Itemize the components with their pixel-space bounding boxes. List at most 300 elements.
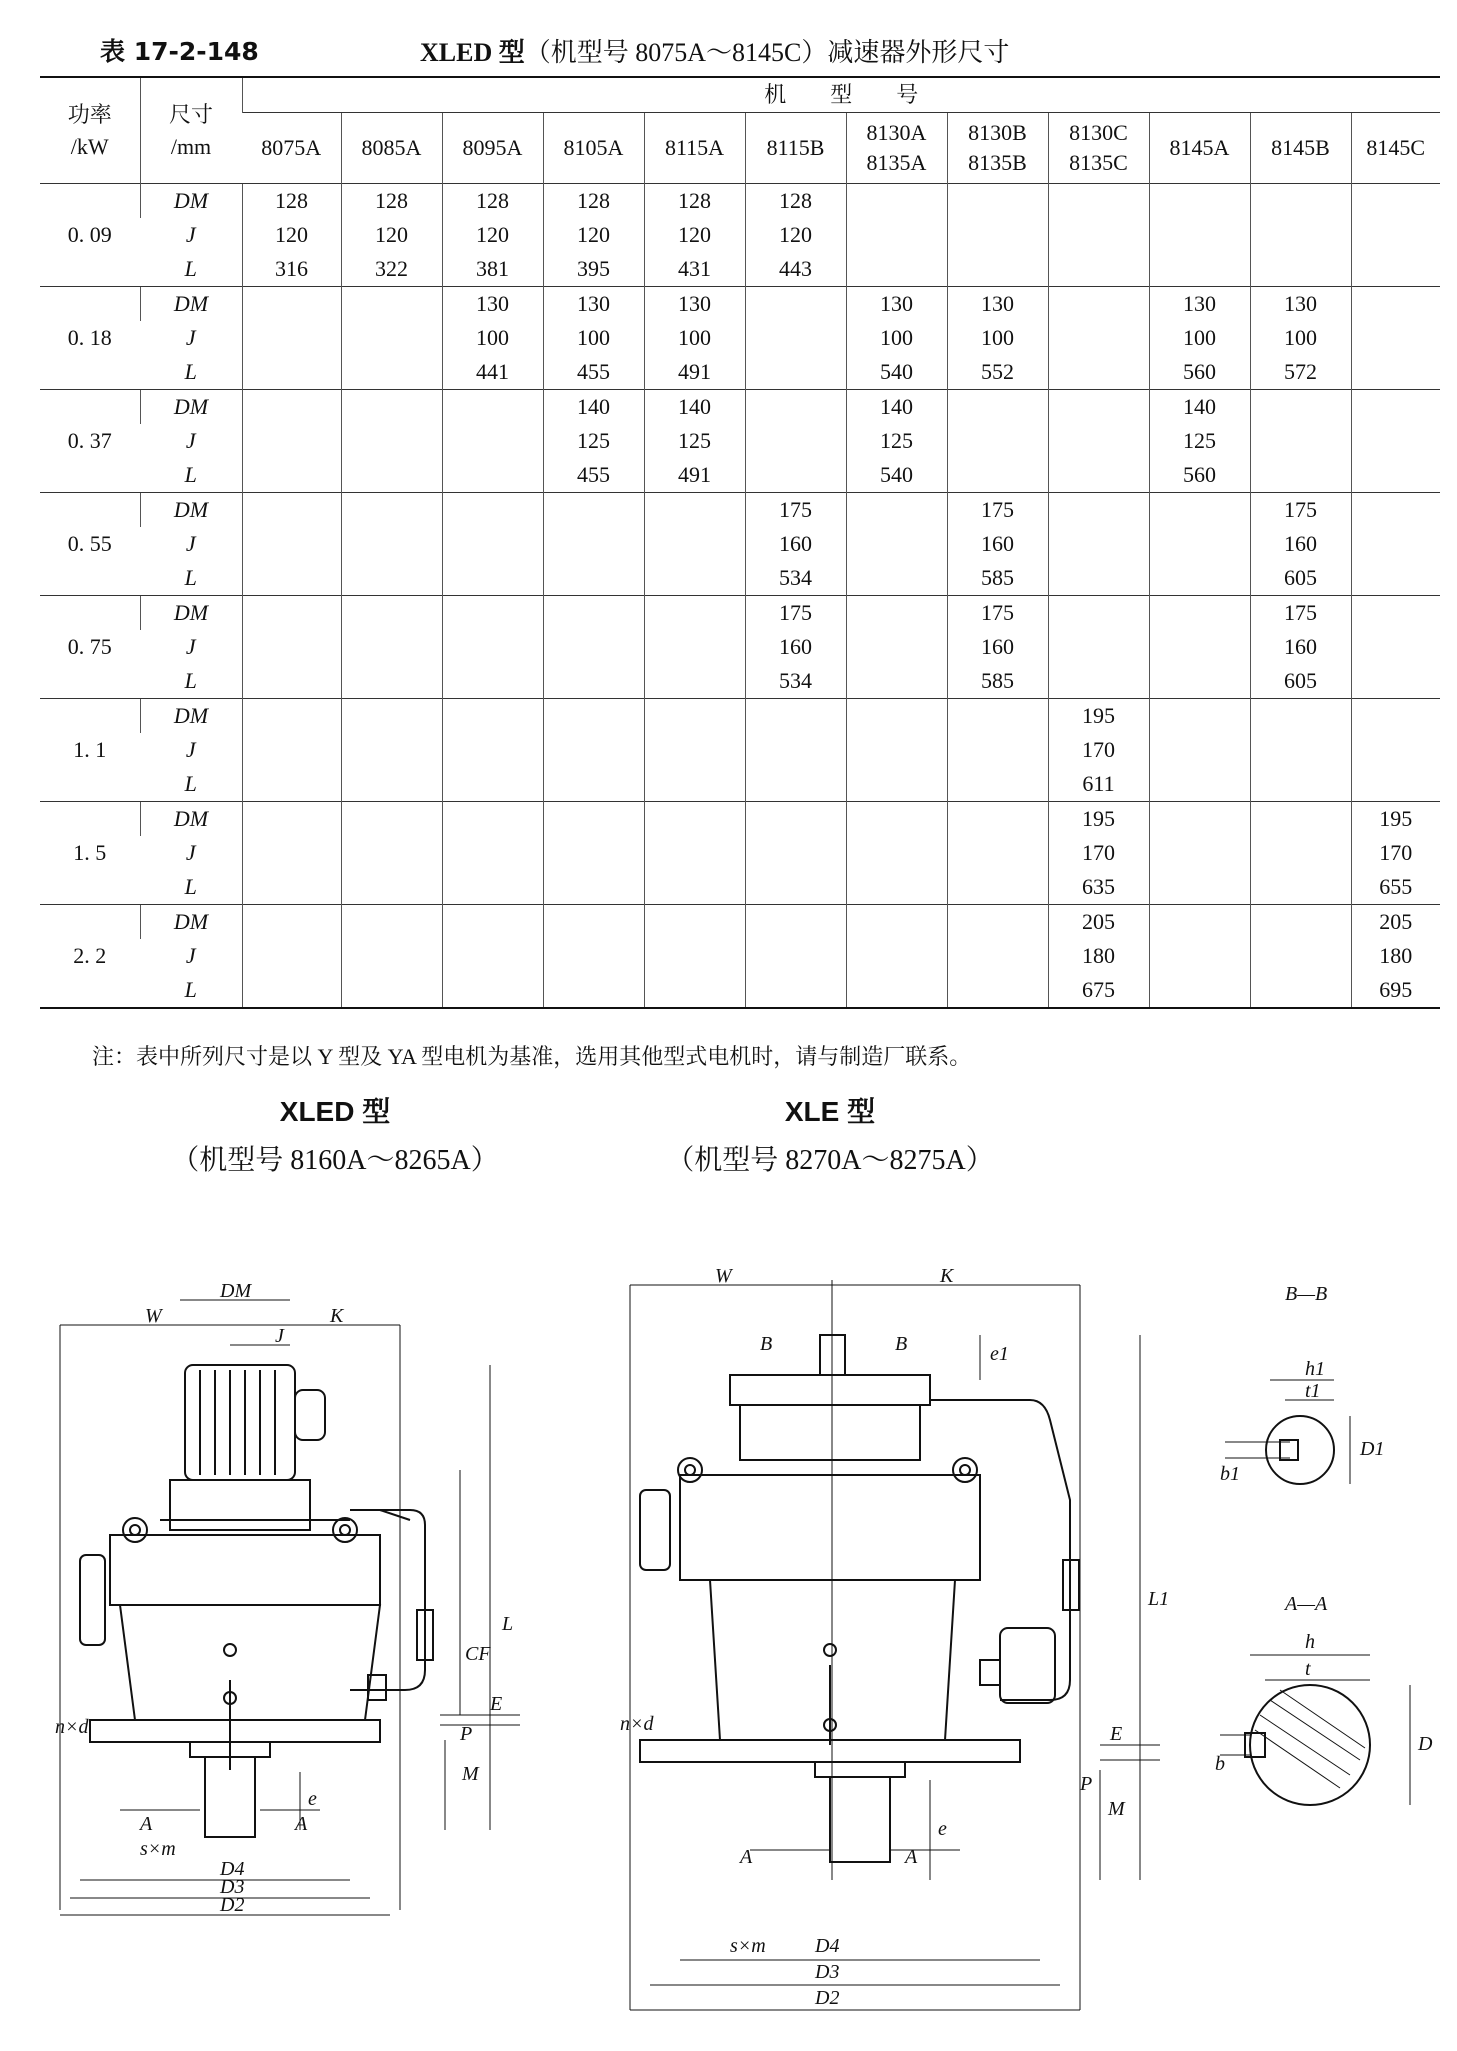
model-header: 8115B xyxy=(745,113,846,184)
value-cell xyxy=(947,390,1048,425)
value-cell: 611 xyxy=(1048,767,1149,802)
value-cell: 175 xyxy=(745,596,846,631)
value-cell xyxy=(242,699,341,734)
value-cell xyxy=(242,733,341,767)
model-header: 8145C xyxy=(1351,113,1440,184)
value-cell: 120 xyxy=(644,218,745,252)
left-dimensions xyxy=(60,1300,520,1915)
value-cell xyxy=(341,733,442,767)
table-row xyxy=(40,699,1440,734)
r-lbl-d3: D3 xyxy=(815,1961,840,1983)
value-cell: 675 xyxy=(1048,973,1149,1008)
value-cell xyxy=(1351,733,1440,767)
aa-h: h xyxy=(1305,1631,1315,1653)
value-cell xyxy=(1149,252,1250,287)
value-cell xyxy=(341,287,442,322)
value-cell xyxy=(1250,836,1351,870)
value-cell xyxy=(341,458,442,493)
lbl-nd: n×d xyxy=(55,1716,89,1738)
table-number: 表 17-2-148 xyxy=(100,37,259,66)
value-cell: 170 xyxy=(1351,836,1440,870)
value-cell: 140 xyxy=(543,390,644,425)
table-row xyxy=(40,939,1440,973)
value-cell: 100 xyxy=(1250,321,1351,355)
table-row xyxy=(40,870,1440,905)
dim-code-cell: DM xyxy=(140,287,242,322)
value-cell xyxy=(1250,767,1351,802)
value-cell: 455 xyxy=(543,355,644,390)
r-lbl-m: M xyxy=(1108,1798,1125,1820)
lbl-k: K xyxy=(330,1305,344,1327)
value-cell: 395 xyxy=(543,252,644,287)
value-cell: 128 xyxy=(745,184,846,219)
value-cell xyxy=(644,733,745,767)
value-cell xyxy=(1250,218,1351,252)
value-cell xyxy=(846,252,947,287)
value-cell xyxy=(242,596,341,631)
bb-b1: b1 xyxy=(1220,1463,1240,1485)
value-cell xyxy=(846,630,947,664)
model-header: 8095A xyxy=(442,113,543,184)
value-cell xyxy=(341,321,442,355)
value-cell: 534 xyxy=(745,561,846,596)
value-cell xyxy=(745,733,846,767)
value-cell xyxy=(644,905,745,940)
value-cell: 130 xyxy=(1250,287,1351,322)
r-lbl-l1: L1 xyxy=(1148,1588,1170,1610)
lbl-e-upper: E xyxy=(490,1693,503,1715)
value-cell: 120 xyxy=(543,218,644,252)
value-cell: 125 xyxy=(644,424,745,458)
value-cell xyxy=(947,252,1048,287)
value-cell: 180 xyxy=(1048,939,1149,973)
power-cell: 1. 1 xyxy=(40,699,140,802)
value-cell xyxy=(947,905,1048,940)
value-cell: 195 xyxy=(1048,802,1149,837)
value-cell xyxy=(543,527,644,561)
value-cell xyxy=(442,493,543,528)
value-cell: 552 xyxy=(947,355,1048,390)
value-cell xyxy=(242,664,341,699)
value-cell xyxy=(1250,802,1351,837)
value-cell xyxy=(442,458,543,493)
value-cell xyxy=(947,458,1048,493)
value-cell xyxy=(1351,458,1440,493)
value-cell: 100 xyxy=(543,321,644,355)
lbl-cf: CF xyxy=(465,1643,491,1665)
value-cell xyxy=(1250,699,1351,734)
bb-t1: t1 xyxy=(1305,1380,1321,1402)
value-cell xyxy=(1250,733,1351,767)
dim-code-cell: DM xyxy=(140,390,242,425)
value-cell: 175 xyxy=(745,493,846,528)
value-cell xyxy=(1149,527,1250,561)
value-cell xyxy=(947,973,1048,1008)
r-lbl-nd: n×d xyxy=(620,1713,654,1735)
value-cell: 585 xyxy=(947,664,1048,699)
value-cell xyxy=(745,767,846,802)
value-cell xyxy=(1048,458,1149,493)
model-header: 8105A xyxy=(543,113,644,184)
dim-code-cell: L xyxy=(184,668,197,693)
dim-code-cell: L xyxy=(184,359,197,384)
value-cell xyxy=(1351,390,1440,425)
dim-header xyxy=(140,77,242,184)
value-cell xyxy=(846,733,947,767)
lbl-p: P xyxy=(460,1723,473,1745)
value-cell xyxy=(846,836,947,870)
value-cell xyxy=(1048,287,1149,322)
value-cell xyxy=(242,870,341,905)
value-cell xyxy=(242,939,341,973)
value-cell xyxy=(341,355,442,390)
value-cell xyxy=(341,664,442,699)
dim-code-cell: DM xyxy=(140,493,242,528)
value-cell xyxy=(846,699,947,734)
value-cell xyxy=(242,836,341,870)
dim-code-cell: J xyxy=(185,634,196,659)
value-cell xyxy=(242,458,341,493)
value-cell xyxy=(644,973,745,1008)
r-lbl-p: P xyxy=(1080,1773,1093,1795)
section-aa xyxy=(1220,1655,1410,1805)
right-body xyxy=(640,1335,1079,1862)
value-cell xyxy=(1149,664,1250,699)
value-cell: 120 xyxy=(745,218,846,252)
value-cell: 125 xyxy=(1149,424,1250,458)
value-cell: 120 xyxy=(442,218,543,252)
value-cell: 175 xyxy=(947,493,1048,528)
value-cell: 100 xyxy=(1149,321,1250,355)
value-cell xyxy=(543,836,644,870)
value-cell xyxy=(1351,664,1440,699)
value-cell: 431 xyxy=(644,252,745,287)
table-row xyxy=(40,596,1440,631)
table-row xyxy=(40,218,1440,252)
value-cell xyxy=(442,664,543,699)
dim-code-cell: DM xyxy=(140,699,242,734)
value-cell xyxy=(1250,905,1351,940)
value-cell xyxy=(1149,733,1250,767)
value-cell xyxy=(442,424,543,458)
lbl-l: L xyxy=(502,1613,514,1635)
value-cell: 160 xyxy=(947,630,1048,664)
value-cell xyxy=(242,802,341,837)
value-cell xyxy=(745,458,846,493)
value-cell xyxy=(1250,252,1351,287)
value-cell: 205 xyxy=(1351,905,1440,940)
value-cell xyxy=(543,733,644,767)
value-cell: 441 xyxy=(442,355,543,390)
section-bb xyxy=(1225,1380,1350,1484)
value-cell: 130 xyxy=(947,287,1048,322)
model-group-header: 机 型 号 xyxy=(242,77,1440,113)
dimension-table xyxy=(40,76,1440,1009)
value-cell xyxy=(947,802,1048,837)
dim-code-cell: L xyxy=(184,874,197,899)
value-cell xyxy=(442,870,543,905)
value-cell xyxy=(846,905,947,940)
value-cell xyxy=(947,767,1048,802)
value-cell: 695 xyxy=(1351,973,1440,1008)
value-cell: 175 xyxy=(1250,596,1351,631)
value-cell xyxy=(846,664,947,699)
lbl-a1: A xyxy=(140,1813,153,1835)
value-cell: 316 xyxy=(242,252,341,287)
value-cell xyxy=(745,870,846,905)
value-cell xyxy=(341,767,442,802)
value-cell xyxy=(442,561,543,596)
aa-t: t xyxy=(1305,1658,1311,1680)
table-row xyxy=(40,321,1440,355)
value-cell xyxy=(1048,424,1149,458)
power-cell: 2. 2 xyxy=(40,905,140,1009)
value-cell xyxy=(1149,699,1250,734)
value-cell xyxy=(947,184,1048,219)
value-cell: 605 xyxy=(1250,561,1351,596)
value-cell xyxy=(947,870,1048,905)
value-cell xyxy=(745,424,846,458)
value-cell xyxy=(242,321,341,355)
value-cell xyxy=(1048,355,1149,390)
r-lbl-d2: D2 xyxy=(815,1987,840,2009)
value-cell xyxy=(745,390,846,425)
value-cell xyxy=(1351,699,1440,734)
value-cell xyxy=(1048,252,1149,287)
dim-code-cell: J xyxy=(185,222,196,247)
power-cell: 0. 18 xyxy=(40,287,140,390)
left-caption xyxy=(160,1090,510,1178)
value-cell xyxy=(1351,493,1440,528)
table-note: 注：表中所列尺寸是以 Y 型及 YA 型电机为基准，选用其他型式电机时，请与制造厂联系。 xyxy=(92,1044,972,1069)
power-label: 功率 xyxy=(67,101,112,127)
dim-code-cell: J xyxy=(185,943,196,968)
value-cell xyxy=(1351,596,1440,631)
value-cell xyxy=(1149,973,1250,1008)
table-row xyxy=(40,664,1440,699)
value-cell xyxy=(1351,287,1440,322)
value-cell xyxy=(543,699,644,734)
r-lbl-e: e xyxy=(938,1818,947,1840)
value-cell xyxy=(543,664,644,699)
value-cell xyxy=(1149,184,1250,219)
value-cell xyxy=(543,767,644,802)
value-cell: 130 xyxy=(846,287,947,322)
value-cell xyxy=(1149,630,1250,664)
dim-code-cell: J xyxy=(185,325,196,350)
value-cell xyxy=(442,390,543,425)
value-cell: 120 xyxy=(341,218,442,252)
left-type: XLED 型 xyxy=(279,1096,391,1127)
left-motor xyxy=(160,1365,350,1530)
dim-code-cell: DM xyxy=(140,905,242,940)
value-cell: 180 xyxy=(1351,939,1440,973)
value-cell xyxy=(543,596,644,631)
title-rest: （机型号 8075A～8145C）减速器外形尺寸 xyxy=(524,38,1010,67)
value-cell: 128 xyxy=(644,184,745,219)
value-cell xyxy=(341,493,442,528)
value-cell xyxy=(1048,527,1149,561)
model-header: 8115A xyxy=(644,113,745,184)
value-cell xyxy=(341,630,442,664)
value-cell xyxy=(442,767,543,802)
value-cell xyxy=(242,424,341,458)
value-cell xyxy=(1149,836,1250,870)
dim-code-cell: DM xyxy=(140,802,242,837)
value-cell xyxy=(1048,184,1149,219)
value-cell xyxy=(644,699,745,734)
value-cell xyxy=(1250,424,1351,458)
value-cell: 540 xyxy=(846,355,947,390)
right-range: （机型号 8270A～8275A） xyxy=(666,1145,994,1176)
lbl-d3: D3 xyxy=(220,1876,245,1898)
value-cell: 100 xyxy=(442,321,543,355)
dim-code-cell: DM xyxy=(140,184,242,219)
value-cell: 585 xyxy=(947,561,1048,596)
value-cell: 540 xyxy=(846,458,947,493)
value-cell xyxy=(644,493,745,528)
value-cell: 140 xyxy=(846,390,947,425)
value-cell: 130 xyxy=(644,287,745,322)
value-cell: 443 xyxy=(745,252,846,287)
value-cell xyxy=(745,905,846,940)
value-cell xyxy=(1250,184,1351,219)
value-cell xyxy=(947,733,1048,767)
value-cell xyxy=(745,699,846,734)
value-cell xyxy=(947,424,1048,458)
dim-code-cell: L xyxy=(184,462,197,487)
table-title xyxy=(420,32,1009,69)
value-cell xyxy=(242,905,341,940)
value-cell: 160 xyxy=(1250,527,1351,561)
value-cell xyxy=(846,939,947,973)
value-cell: 381 xyxy=(442,252,543,287)
value-cell: 175 xyxy=(1250,493,1351,528)
value-cell xyxy=(846,973,947,1008)
value-cell xyxy=(442,836,543,870)
value-cell: 205 xyxy=(1048,905,1149,940)
dim-code-cell: J xyxy=(185,428,196,453)
lbl-sm: s×m xyxy=(140,1838,176,1860)
table-row xyxy=(40,630,1440,664)
table-row xyxy=(40,424,1440,458)
lbl-d2: D2 xyxy=(220,1894,245,1916)
value-cell: 455 xyxy=(543,458,644,493)
aa-d: D xyxy=(1418,1733,1433,1755)
value-cell xyxy=(341,939,442,973)
r-lbl-k: K xyxy=(940,1265,954,1287)
table-row xyxy=(40,836,1440,870)
lbl-m: M xyxy=(462,1763,479,1785)
value-cell: 100 xyxy=(644,321,745,355)
value-cell xyxy=(1048,664,1149,699)
value-cell xyxy=(1048,493,1149,528)
value-cell xyxy=(341,390,442,425)
power-unit: /kW xyxy=(70,133,109,159)
value-cell xyxy=(1048,321,1149,355)
table-row xyxy=(40,527,1440,561)
table-row xyxy=(40,184,1440,219)
value-cell: 128 xyxy=(341,184,442,219)
table-row xyxy=(40,802,1440,837)
value-cell xyxy=(846,218,947,252)
lbl-dm: DM xyxy=(220,1280,252,1302)
xled-drawing xyxy=(50,1270,550,1970)
xle-drawing xyxy=(600,1260,1200,2020)
power-header xyxy=(40,77,140,184)
bb-title: B—B xyxy=(1285,1283,1328,1305)
value-cell xyxy=(1048,218,1149,252)
table-row xyxy=(40,767,1440,802)
dim-code-cell: J xyxy=(185,840,196,865)
r-lbl-a1: A xyxy=(740,1846,753,1868)
model-header: 8145B xyxy=(1250,113,1351,184)
value-cell xyxy=(1351,184,1440,219)
lbl-a2: A xyxy=(295,1813,308,1835)
r-lbl-b1: B xyxy=(760,1333,773,1355)
table-row xyxy=(40,733,1440,767)
value-cell: 160 xyxy=(1250,630,1351,664)
value-cell: 125 xyxy=(846,424,947,458)
value-cell xyxy=(242,355,341,390)
model-header: 8085A xyxy=(341,113,442,184)
value-cell xyxy=(745,836,846,870)
lbl-d4: D4 xyxy=(220,1858,245,1880)
table-row xyxy=(40,973,1440,1008)
value-cell xyxy=(442,699,543,734)
value-cell xyxy=(442,733,543,767)
value-cell xyxy=(1149,218,1250,252)
value-cell xyxy=(846,561,947,596)
value-cell: 100 xyxy=(846,321,947,355)
power-cell: 1. 5 xyxy=(40,802,140,905)
right-type: XLE 型 xyxy=(784,1096,876,1127)
value-cell xyxy=(846,184,947,219)
value-cell: 605 xyxy=(1250,664,1351,699)
value-cell xyxy=(341,596,442,631)
value-cell xyxy=(846,527,947,561)
value-cell xyxy=(341,870,442,905)
value-cell xyxy=(745,939,846,973)
dim-unit: /mm xyxy=(170,133,212,159)
right-caption xyxy=(640,1090,1020,1178)
value-cell xyxy=(947,699,1048,734)
value-cell xyxy=(341,561,442,596)
table-row xyxy=(40,561,1440,596)
value-cell xyxy=(1048,596,1149,631)
value-cell: 175 xyxy=(947,596,1048,631)
value-cell xyxy=(341,424,442,458)
model-header: 8075A xyxy=(242,113,341,184)
value-cell xyxy=(1250,458,1351,493)
power-cell: 0. 09 xyxy=(40,184,140,287)
value-cell xyxy=(442,973,543,1008)
lbl-w: W xyxy=(145,1305,162,1327)
dim-code-cell: L xyxy=(184,565,197,590)
r-lbl-e1: e1 xyxy=(990,1343,1009,1365)
value-cell xyxy=(242,973,341,1008)
value-cell xyxy=(242,767,341,802)
value-cell xyxy=(644,527,745,561)
value-cell xyxy=(1149,905,1250,940)
value-cell: 491 xyxy=(644,458,745,493)
value-cell: 491 xyxy=(644,355,745,390)
value-cell xyxy=(543,870,644,905)
value-cell: 140 xyxy=(1149,390,1250,425)
value-cell: 128 xyxy=(242,184,341,219)
power-cell: 0. 55 xyxy=(40,493,140,596)
value-cell xyxy=(947,939,1048,973)
